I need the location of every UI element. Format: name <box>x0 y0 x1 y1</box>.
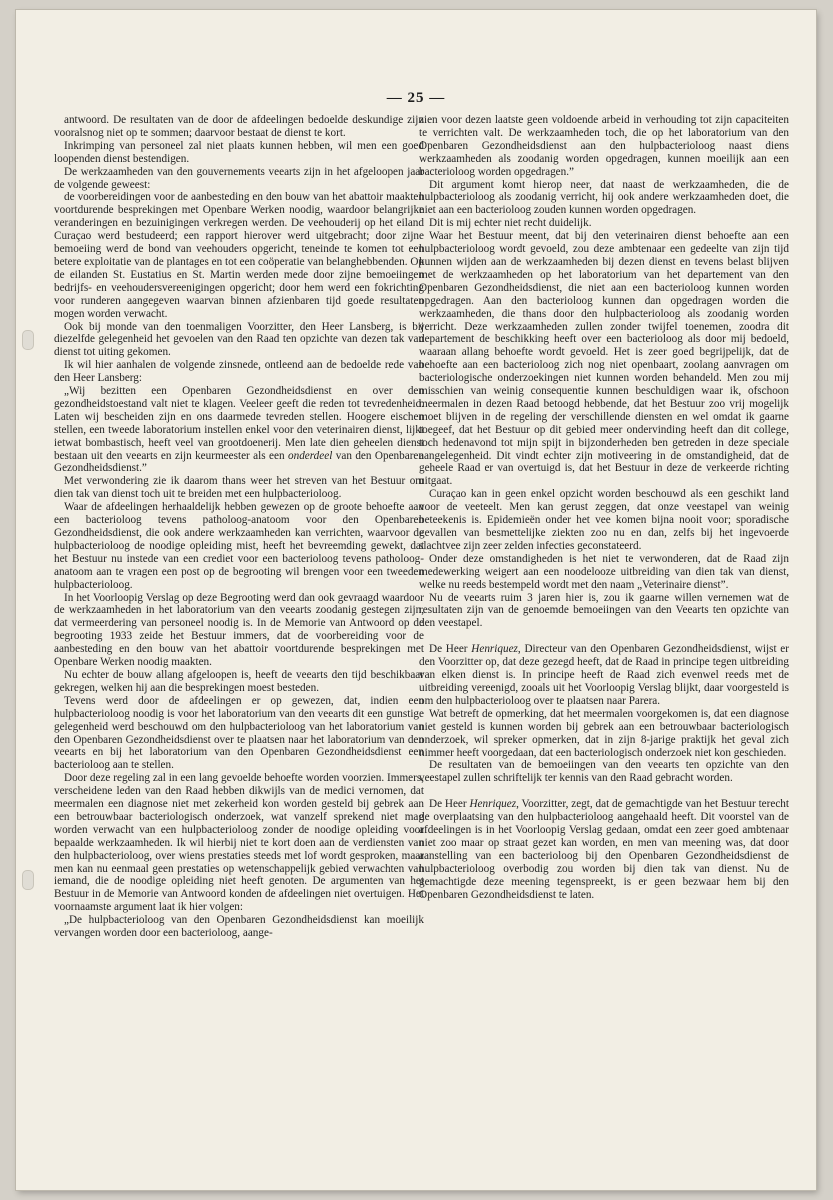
paragraph: Met verwondering zie ik daarom thans weer het streven van het Bestuur om dien tak van dienst toch uit te breiden met een hulpbacterioloog. <box>54 475 424 501</box>
paragraph: antwoord. De resultaten van de door de afdeelingen bedoelde deskundige zijn vooralsnog niet op te sommen; daarvoor bestaat de dienst te kort. <box>54 114 424 139</box>
paragraph: Onder deze omstandigheden is het niet te verwonderen, dat de Raad zijn medewerking weigert aan een noodelooze uitbreiding van dien tak van dienst, welke nu reeds bestempeld wordt met den naam „Veterinaire dienst”. <box>419 552 789 591</box>
punch-hole <box>22 330 34 350</box>
paragraph: Nu de veearts ruim 3 jaren hier is, zou ik gaarne willen vernemen wat de resultaten zijn van de genoemde bemoeiingen van den Veearts ten opzichte van den veestapel. <box>419 591 789 630</box>
paragraph: Dit is mij echter niet recht duidelijk. <box>429 217 592 230</box>
right-column <box>419 114 789 1134</box>
paragraph: „Wij bezitten een Openbaren Gezondheidsdienst en over den gezondheidstoestand valt niet te klagen. Veeleer geeft die reden tot tevredenheid. Laten wij bescheiden zijn en ons daarmede tevreden stellen. Hoogere eischen stellen, een tweede laboratorium instellen enkel voor den veterinairen dienst, lijkt ietwat bombastisch, heeft veel van grootdoenerij. Men late dien geheelen dienst bestaan uit den veearts en zijn keurmeester als een onderdeel van den Openbaren Gezondheidsdienst.” <box>54 385 424 475</box>
paragraph: de voorbereidingen voor de aanbesteding en den bouw van het abattoir maakten voortdurende besprekingen met Openbare Werken noodig, waardoor belangrijke veranderingen en bezuinigingen verkregen werden. De veehouderij op het eiland Curaçao werd bestudeerd; een rapport hierover werd uitgebracht; door zijne bemoeiing werd de bond van veehouders opgericht, teneinde te komen tot een betere exploitatie van de plantages en tot een coöperatie van belanghebbenden. Op de eilanden St. Eustatius en St. Martin werden mede door zijne bemoeiingen bedrijfs- en veehoudersvereenigingen opgericht; door hem werd een fokrichting voor runderen aangegeven waarvan binnen afzienbaren tijd goede resultaten mogen worden verwacht. <box>54 191 424 320</box>
paragraph: De resultaten van de bemoeiingen van den veearts ten opzichte van den veestapel zullen schriftelijk ter kennis van den Raad gebracht worden. <box>419 759 789 785</box>
paragraph: Dit argument komt hierop neer, dat naast de werkzaamheden, die de hulpbacterioloog als zoodanig verricht, hij ook andere werkzaamheden doet, die niet aan een bacterioloog zouden kunnen worden opgedragen. <box>419 178 789 217</box>
paragraph: De werkzaamheden van den gouvernements veearts zijn in het afgeloopen jaar de volgende geweest: <box>54 165 424 191</box>
paragraph: „De hulpbacterioloog van den Openbaren Gezondheidsdienst kan moeilijk vervangen worden door een bacterioloog, aange- <box>54 914 424 940</box>
page-number: — 25 — <box>386 90 446 106</box>
paragraph: De Heer Henriquez, Voorzitter, zegt, dat de gemachtigde van het Bestuur terecht de overplaatsing van den hulpbacterioloog aangehaald heeft. Dit voorstel van de afdeelingen is in het Voorloopig Verslag gedaan, omdat een zeer goed ambtenaar niet zoo maar op straat gezet kan worden, en men van meening was, dat door aanstelling van een bacterioloog bij den Openbaren Gezondheidsdienst de hulpbacterioloog overbodig zou worden bij dien tak van dienst. Nu de gemachtigde deze meening tegenspreekt, is er geen bezwaar hem bij den Openbaren Gezondheidsdienst te laten. <box>419 798 789 901</box>
paragraph: Ik wil hier aanhalen de volgende zinsnede, ontleend aan de bedoelde rede van den Heer Lansberg: <box>54 359 424 385</box>
paragraph: De Heer Henriquez, Directeur van den Openbaren Gezondheidsdienst, wijst er den Voorzitter op, dat deze gezegd heeft, dat de Raad in principe tegen uitbreiding van elken dienst is. In principe heeft de Raad zich evenwel reeds met de uitbreiding vereenigd, zooals uit het Voorloopig Verslag blijkt, daar voorgesteld is om den hulpbacterioloog over te plaatsen naar Parera. <box>419 643 789 707</box>
paragraph: Wat betreft de opmerking, dat het meermalen voorgekomen is, dat een diagnose niet gesteld is kunnen worden bij gebrek aan een betrouwbaar bacteriologisch onderzoek, wil spreker opmerken, dat in zijn 8-jarige praktijk het geval zich nimmer heeft voorgedaan, dat een bacteriologisch onderzoek niet kon geschieden. <box>419 707 789 759</box>
paragraph: Door deze regeling zal in een lang gevoelde behoefte worden voorzien. Immers, verscheidene leden van den Raad hebben dikwijls van de medici vernomen, dat meermalen een diagnose niet met zekerheid kon worden gesteld bij gebrek aan een betrouwbaar bacteriologisch onderzoek, wat vanzelf sprekend niet mag worden verwacht van een hulpbacterioloog zonder de noodige opleiding voor bepaalde werkzaamheden. Ik wil hierbij niet te kort doen aan de verdiensten van den hulpbacterioloog, over wiens prestaties steeds met lof wordt gesproken, maar men kan nu eenmaal geen prestaties op wetenschappelijk gebied verwachten van iemand, die de noodige opleiding niet heeft genoten. De argumenten van het Bestuur in de Memorie van Antwoord konden de afdeelingen niet overtuigen. Het voornaamste argument laat ik hier volgen: <box>54 772 424 914</box>
paragraph: zien voor dezen laatste geen voldoende arbeid in verhouding tot zijn capaciteiten te verrichten valt. De werkzaamheden toch, die op het laboratorium van den Openbaren Gezondheidsdienst aan den hulpbacterioloog naast diens werkzaamheden als zoodanig worden opgedragen, kunnen moeilijk aan een bacterioloog worden opgedragen.” <box>419 114 789 178</box>
punch-hole <box>22 870 34 890</box>
paragraph: Waar het Bestuur meent, dat bij den veterinairen dienst behoefte aan een hulpbacterioloog wordt gevoeld, zou deze ambtenaar een gedeelte van zijn tijd kunnen wijden aan de werkzaamheden bij dezen dienst en tevens belast blijven met de werkzaamheden op het laboratorium van het departement van den Openbaren Gezondheidsdienst, die niet aan een bacterioloog kunnen worden opgedragen. Aan den bacterioloog kunnen dan opgedragen worden die werkzaamheden, die thans door den hulpbacterioloog als zoodanig worden verricht. Deze werkzaamheden zullen zonder twijfel toenemen, zoodra dit departement de beschikking heeft over een bacterioloog als door mij bedoeld, waaraan allang behoefte wordt gevoeld. Het is zeer goed begrijpelijk, dat de behoefte aan een bacterioloog zich nog niet openbaart, zoolang aanvragen om bacteriologische onderzoekingen niet kunnen worden behandeld. Men zou mij misschien van weinig consequentie kunnen beschuldigen waar ik, ofschoon meermalen in dezen Raad betoogd hebbende, dat het Bestuur zoo vrij mogelijk moet blijven in de regeling der verschillende diensten en wel omdat ik gaarne toegeef, dat het Bestuur op dit gebied meer ondervinding heeft dan dit college, toch hedenavond tot mijn spijt in bijzonderheden ben getreden in deze speciale aangelegenheid. Dit vindt echter zijn motiveering in de omstandigheid, dat de geheele Raad er van overtuigd is, dat het Bestuur in deze de verkeerde richting uitgaat. <box>419 230 789 488</box>
left-column <box>54 114 424 1134</box>
paragraph: Waar de afdeelingen herhaaldelijk hebben gewezen op de groote behoefte aan een bacterioloog tevens patholoog-anatoom voor den Openbaren Gezondheidsdienst, die ook andere werkzaamheden kan verrichten, waarvoor de hulpbacterioloog de noodige opleiding mist, heeft het bevreemding gewekt, dat het Bestuur nu instede van een crediet voor een bacterioloog tevens patholoog-anatoom aan te vragen een post op de begrooting wil brengen voor een tweeden hulpbacterioloog. <box>54 501 424 591</box>
paragraph: Nu echter de bouw allang afgeloopen is, heeft de veearts den tijd beschikbaar gekregen, welken hij aan die besprekingen moest besteden. <box>54 668 424 694</box>
paragraph: Curaçao kan in geen enkel opzicht worden beschouwd als een geschikt land voor de veeteelt. Men kan gerust zeggen, dat onze veestapel van weinig beteekenis is. Epidemieën onder het vee komen bijna nooit voor; sporadische gevallen van besmettelijke ziekten zoo nu en dan, zelfs bij het ingevoerde slachtvee zijn zeer zelden infecties geconstateerd. <box>419 488 789 552</box>
paragraph: Tevens werd door de afdeelingen er op gewezen, dat, indien een hulpbacterioloog noodig is voor het laboratorium van den veearts dit een gunstige gelegenheid werd beschouwd om den hulpbacterioloog van het laboratorium van den Openbaren Gezondheidsdienst over te plaatsen naar het laboratorium van den veearts en bij het laboratorium van den Openbaren Gezondheidsdienst een bacterioloog aan te stellen. <box>54 694 424 772</box>
paragraph: Inkrimping van personeel zal niet plaats kunnen hebben, wil men een goed loopenden dienst bestendigen. <box>54 139 424 165</box>
paragraph: In het Voorloopig Verslag op deze Begrooting werd dan ook gevraagd waardoor de werkzaamheden in het laboratorium van den veearts zoodanig gestegen zijn, dat vermeerdering van personeel noodig is. In de Memorie van Antwoord op de begrooting 1933 zeide het Bestuur immers, dat de voorbereiding voor de aanbesteding en den bouw van het abattoir voortdurende besprekingen met Openbare Werken noodig maakten. <box>54 591 424 669</box>
paragraph: Ook bij monde van den toenmaligen Voorzitter, den Heer Lansberg, is bij diezelfde gelegenheid het gevoelen van den Raad ten opzichte van dezen tak van dienst tot uiting gekomen. <box>54 320 424 359</box>
document-page <box>16 10 816 1190</box>
